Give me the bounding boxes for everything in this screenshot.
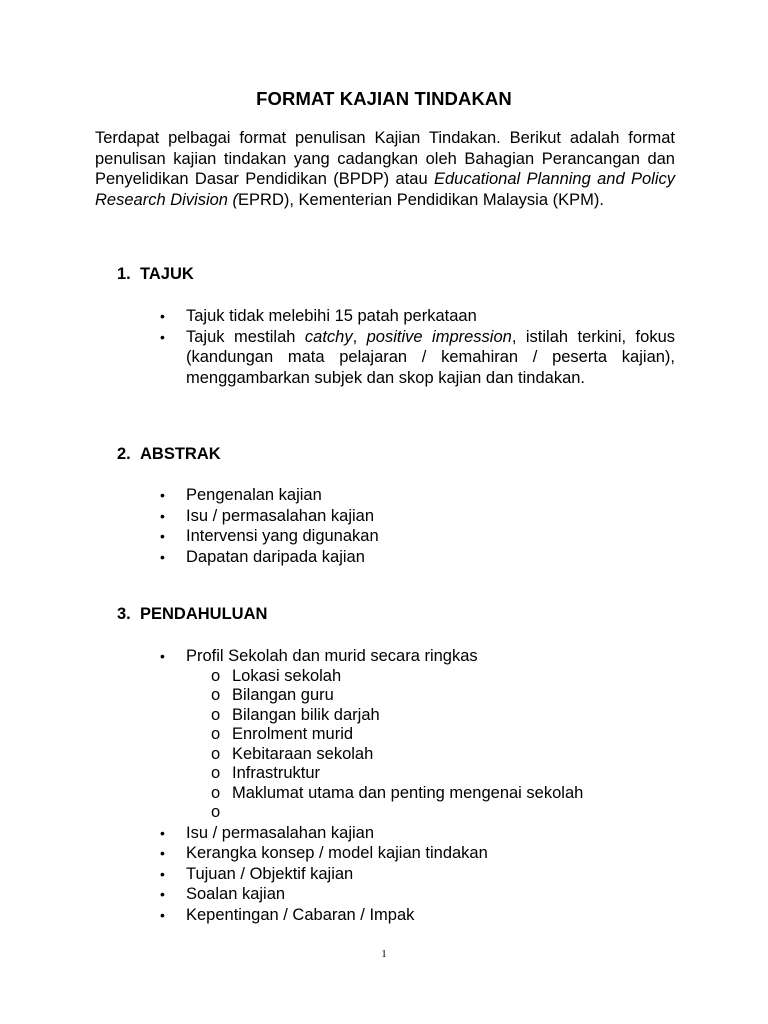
page-number: 1	[381, 948, 387, 960]
circle-bullet-icon: o	[211, 705, 221, 724]
sub-list-item	[186, 803, 675, 823]
bullet-icon: •	[160, 845, 165, 861]
list-item: • Dapatan daripada kajian	[160, 547, 365, 566]
sub-list-item: o Bilangan guru	[211, 686, 334, 704]
sub-list-item: o Maklumat utama dan penting mengenai sekolah	[211, 783, 584, 802]
section-heading-pendahuluan	[117, 605, 267, 624]
list-item: • Tujuan / Objektif kajian	[160, 864, 354, 883]
sub-list-item: o Lokasi sekolah	[211, 666, 342, 685]
intro-text-end: EPRD), Kementerian Pendidikan Malaysia (KPM).	[238, 190, 604, 209]
list-item: • Tajuk mestilah catchy, positive impression, istilah terkini, fokus (kandungan mata pelajaran / kemahiran / peserta kajian), menggambarkan subjek dan skop kajian dan tindakan.	[160, 327, 675, 387]
section-number: 3.	[117, 605, 131, 623]
bullet-icon: •	[160, 648, 165, 664]
bullet-icon: •	[160, 328, 165, 345]
circle-bullet-icon: o	[211, 783, 221, 802]
list-item: • Kerangka konsep / model kajian tindakan	[160, 844, 488, 862]
list-item: • Kepentingan / Cabaran / Impak	[160, 905, 415, 924]
pendahuluan-list	[160, 646, 675, 925]
section-title: TAJUK	[140, 265, 194, 283]
bullet-icon: •	[160, 824, 165, 841]
list-item: • Isu / permasalahan kajian	[160, 506, 375, 525]
circle-bullet-icon: o	[211, 744, 221, 763]
abstrak-list	[160, 485, 675, 567]
list-item: • Pengenalan kajian	[160, 486, 322, 504]
sub-list	[186, 667, 675, 823]
sub-list-item: o Kebitaraan sekolah	[211, 744, 374, 763]
section-heading-tajuk	[117, 265, 194, 284]
document-title: FORMAT KAJIAN TINDAKAN	[256, 88, 512, 109]
circle-bullet-icon: o	[211, 764, 221, 782]
bullet-icon: •	[160, 548, 165, 565]
bullet-icon: •	[160, 886, 165, 902]
circle-bullet-icon: o	[211, 666, 221, 685]
intro-text: Terdapat pelbagai format penulisan Kajian Tindakan. Berikut adalah format penulisan kajian tindakan yang cadangkan oleh Bahagian Perancangan dan Penyelidikan Dasar Pendidikan (BPDP) atau	[95, 129, 675, 188]
list-item: • Soalan kajian	[160, 885, 286, 903]
section-heading-abstrak	[117, 445, 221, 464]
list-item: • Intervensi yang digunakan	[160, 527, 379, 545]
sub-list-item: o Enrolment murid	[211, 725, 354, 743]
section-title: ABSTRAK	[140, 445, 221, 463]
bullet-icon: •	[160, 487, 165, 503]
list-item: • Profil Sekolah dan murid secara ringkas o Lokasi sekolah o Bilangan guru o Bilangan bilik darjah o Enrolment murid o Kebitaraan sekolah o Infrastruktur o Maklumat utama dan penting mengenai sekolah o	[160, 646, 675, 823]
circle-bullet-icon: o	[211, 725, 221, 743]
intro-italic-text: Educational Planning and Policy Research Division (	[95, 170, 675, 209]
circle-bullet-icon: o	[211, 686, 221, 704]
section-number: 2.	[117, 445, 131, 463]
sub-list-item: o Bilangan bilik darjah	[211, 705, 380, 724]
bullet-icon: •	[160, 906, 165, 923]
list-item: • Tajuk tidak melebihi 15 patah perkataan	[160, 307, 477, 325]
list-item: • Isu / permasalahan kajian	[160, 823, 375, 842]
sub-list-item: o Infrastruktur	[211, 764, 321, 782]
bullet-icon: •	[160, 308, 165, 324]
tajuk-list	[160, 306, 675, 388]
bullet-icon: •	[160, 865, 165, 882]
circle-bullet-icon: o	[211, 803, 221, 821]
bullet-icon: •	[160, 507, 165, 524]
intro-paragraph	[95, 128, 675, 210]
section-title: PENDAHULUAN	[140, 605, 268, 623]
bullet-icon: •	[160, 528, 165, 544]
section-number: 1.	[117, 265, 131, 283]
